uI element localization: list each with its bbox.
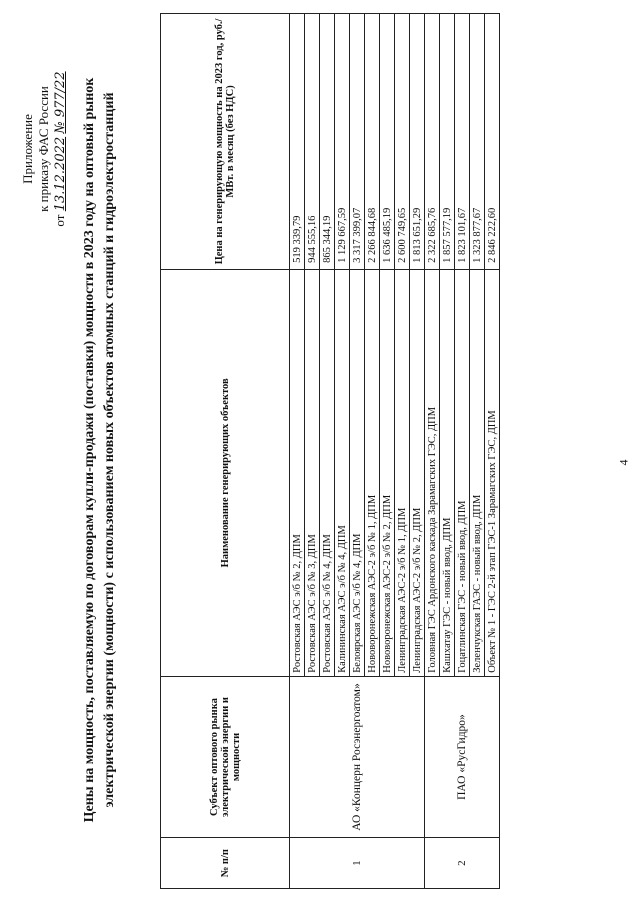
capacity-price: 3 317 399,07: [350, 14, 365, 270]
row-number: 1: [290, 838, 425, 889]
header-subject: Субъект оптового рынка электрической энергии и мощности: [161, 676, 290, 838]
capacity-price: 1 129 667,59: [335, 14, 350, 270]
capacity-price: 944 555,16: [305, 14, 320, 270]
appendix-date: 13.12.2022: [53, 136, 68, 212]
capacity-price: 1 636 485,19: [380, 14, 395, 270]
market-subject: АО «Концерн Росэнергоатом»: [290, 676, 425, 838]
capacity-price: 865 344,19: [320, 14, 335, 270]
capacity-price: 1 323 877,67: [470, 14, 485, 270]
generating-object: Кашхатау ГЭС - новый ввод, ДПМ: [440, 269, 455, 676]
appendix-block: [20, 24, 69, 274]
generating-object: Нововоронежская АЭС-2 э/б № 2, ДПМ: [380, 269, 395, 676]
capacity-price: 1 857 577,19: [440, 14, 455, 270]
table-header-row: [161, 14, 290, 889]
header-object: Наименование генерирующих объектов: [161, 269, 290, 676]
page-number: 4: [616, 459, 631, 466]
generating-object: Ростовская АЭС э/б № 3, ДПМ: [305, 269, 320, 676]
generating-object: Головная ГЭС Ардонского каскада Зарамагских ГЭС, ДПМ: [425, 269, 440, 676]
generating-object: Нововоронежская АЭС-2 э/б № 1, ДПМ: [365, 269, 380, 676]
capacity-price: 519 339,79: [290, 14, 305, 270]
generating-object: Ленинградская АЭС-2 э/б № 2, ДПМ: [410, 269, 425, 676]
generating-object: Ростовская АЭС э/б № 2, ДПМ: [290, 269, 305, 676]
generating-object: Зеленчукская ГАЭС - новый ввод, ДПМ: [470, 269, 485, 676]
document-title: Цены на мощность, поставляемую по договорам купли-продажи (поставки) мощности в 2023 году на оптовый рынок электрической энергии (мощности) с использованием новых объектов атомных станций и гидроэлектростанций: [82, 77, 117, 823]
appendix-date-line: [52, 24, 69, 274]
header-num: № п/п: [161, 838, 290, 889]
capacity-price: 2 322 685,76: [425, 14, 440, 270]
capacity-price: 2 846 222,60: [485, 14, 500, 270]
table-body: [290, 14, 500, 889]
header-price: Цена на генерирующую мощность на 2023 год, руб./МВт. в месяц (без НДС): [161, 14, 290, 270]
table-row: [290, 14, 305, 889]
capacity-price: 2 600 749,65: [395, 14, 410, 270]
row-number: 2: [425, 838, 500, 889]
appendix-title: Приложение: [20, 114, 35, 184]
market-subject: ПАО «РусГидро»: [425, 676, 500, 838]
generating-object: Калининская АЭС э/б № 4, ДПМ: [335, 269, 350, 676]
capacity-price: 1 823 101,67: [455, 14, 470, 270]
appendix-order: к приказу ФАС России: [36, 86, 51, 212]
generating-object: Ростовская АЭС э/б № 4, ДПМ: [320, 269, 335, 676]
generating-object: Объект № 1 - ГЭС 2-й этап ГЭС-1 Зарамагских ГЭС, ДПМ: [485, 269, 500, 676]
appendix-number: № 977/22: [53, 71, 68, 134]
appendix-date-prefix: от: [52, 214, 67, 227]
generating-object: Ленинградская АЭС-2 э/б № 1, ДПМ: [395, 269, 410, 676]
generating-object: Белоярская АЭС э/б № 4, ДПМ: [350, 269, 365, 676]
table-row: [425, 14, 440, 889]
price-table: [160, 13, 500, 889]
generating-object: Гоцатлинская ГЭС - новый ввод, ДПМ: [455, 269, 470, 676]
capacity-price: 1 813 651,29: [410, 14, 425, 270]
capacity-price: 2 266 844,68: [365, 14, 380, 270]
